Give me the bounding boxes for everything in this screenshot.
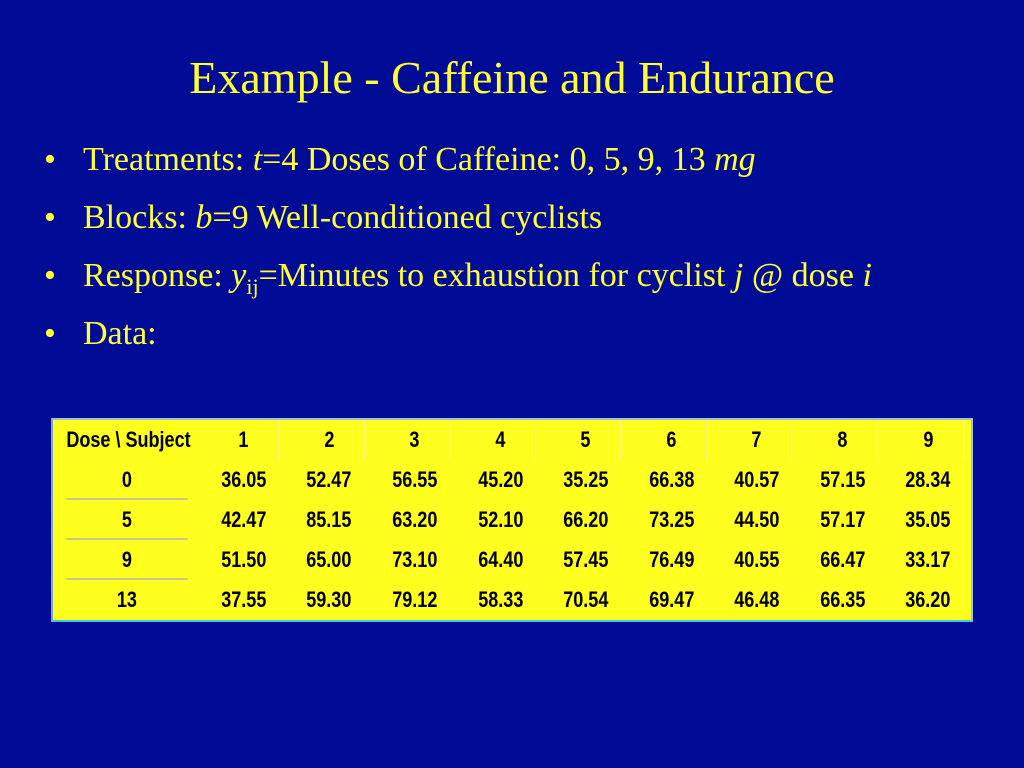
table-cell: 66.47 xyxy=(820,547,866,572)
table-cell: 40.57 xyxy=(734,467,780,492)
bullet-data xyxy=(44,310,872,368)
bullet-italic: y xyxy=(231,257,247,294)
table-cell: 35.05 xyxy=(905,507,951,532)
dose-label: 9 xyxy=(66,540,187,580)
bullet-text: @ dose xyxy=(743,257,863,294)
table-row xyxy=(53,540,971,580)
subject-header: 7 xyxy=(722,420,792,460)
bullet-subscript: ij xyxy=(246,274,259,299)
data-table xyxy=(51,418,973,622)
bullet-text: =Minutes to exhaustion for cyclist xyxy=(258,257,734,294)
table-cell: 57.45 xyxy=(563,547,609,572)
table-cell: 42.47 xyxy=(221,507,267,532)
table-cell: 57.15 xyxy=(820,467,866,492)
bullet-italic: mg xyxy=(714,141,756,178)
bullet-response xyxy=(44,252,872,310)
table-cell: 65.00 xyxy=(306,547,352,572)
bullet-italic: b xyxy=(195,199,213,236)
table-cell: 37.55 xyxy=(221,587,267,612)
table-cell: 52.10 xyxy=(477,507,523,532)
bullet-text: Blocks: xyxy=(83,199,196,236)
table-row xyxy=(53,500,971,540)
subject-header: 6 xyxy=(637,420,707,460)
bullet-icon: • xyxy=(44,257,56,294)
table-cell: 85.15 xyxy=(306,507,352,532)
subject-header: 4 xyxy=(465,420,535,460)
bullet-italic: j xyxy=(733,257,744,294)
table-cell: 79.12 xyxy=(392,587,438,612)
table-cell: 57.17 xyxy=(820,507,866,532)
subject-header: 3 xyxy=(380,420,450,460)
bullet-text: Response: xyxy=(83,257,232,294)
table-cell: 66.38 xyxy=(648,467,695,492)
bullet-text: Treatments: xyxy=(83,141,253,178)
bullet-icon: • xyxy=(44,315,56,352)
table-cell: 76.49 xyxy=(648,547,695,572)
table-cell: 73.25 xyxy=(648,507,695,532)
subject-header: 1 xyxy=(209,420,279,460)
table-cell: 56.55 xyxy=(392,467,438,492)
bullet-list xyxy=(44,136,872,368)
table-cell: 59.30 xyxy=(306,587,352,612)
table-cell: 28.34 xyxy=(905,467,951,492)
subject-header: 8 xyxy=(808,420,878,460)
table-cell: 66.35 xyxy=(820,587,866,612)
table-cell: 64.40 xyxy=(477,547,523,572)
table-cell: 35.25 xyxy=(563,467,609,492)
table-cell: 58.33 xyxy=(477,587,523,612)
bullet-text: Data: xyxy=(83,315,157,352)
table-cell: 40.55 xyxy=(734,547,780,572)
table-cell: 66.20 xyxy=(563,507,609,532)
dose-label: 0 xyxy=(66,460,187,500)
table-cell: 33.17 xyxy=(905,547,951,572)
subject-header: 2 xyxy=(294,420,364,460)
table-cell: 69.47 xyxy=(648,587,695,612)
table-cell: 70.54 xyxy=(563,587,609,612)
bullet-italic: i xyxy=(862,257,872,294)
table-row xyxy=(53,460,971,500)
bullet-italic: t xyxy=(252,141,263,178)
table-cell: 52.47 xyxy=(306,467,352,492)
bullet-icon: • xyxy=(44,141,56,178)
bullet-text: =9 Well-conditioned cyclists xyxy=(212,199,603,236)
corner-header: Dose \ Subject xyxy=(66,427,191,452)
table-cell: 73.10 xyxy=(392,547,438,572)
bullet-text: =4 Doses of Caffeine: 0, 5, 9, 13 xyxy=(262,141,715,178)
subject-header: 9 xyxy=(893,420,963,460)
slide-title: Example - Caffeine and Endurance xyxy=(189,52,835,103)
subject-header: 5 xyxy=(551,420,621,460)
table-cell: 45.20 xyxy=(477,467,523,492)
dose-label: 5 xyxy=(66,500,187,540)
bullet-icon: • xyxy=(44,199,56,236)
bullet-treatments xyxy=(44,136,872,194)
table-cell: 51.50 xyxy=(221,547,267,572)
table-cell: 46.48 xyxy=(734,587,780,612)
table-cell: 36.20 xyxy=(905,587,951,612)
table-cell: 36.05 xyxy=(221,467,267,492)
table-header-row xyxy=(53,420,971,460)
bullet-blocks xyxy=(44,194,872,252)
dose-label: 13 xyxy=(116,587,137,612)
table-row xyxy=(53,580,971,620)
table-cell: 63.20 xyxy=(392,507,438,532)
table-cell: 44.50 xyxy=(734,507,780,532)
